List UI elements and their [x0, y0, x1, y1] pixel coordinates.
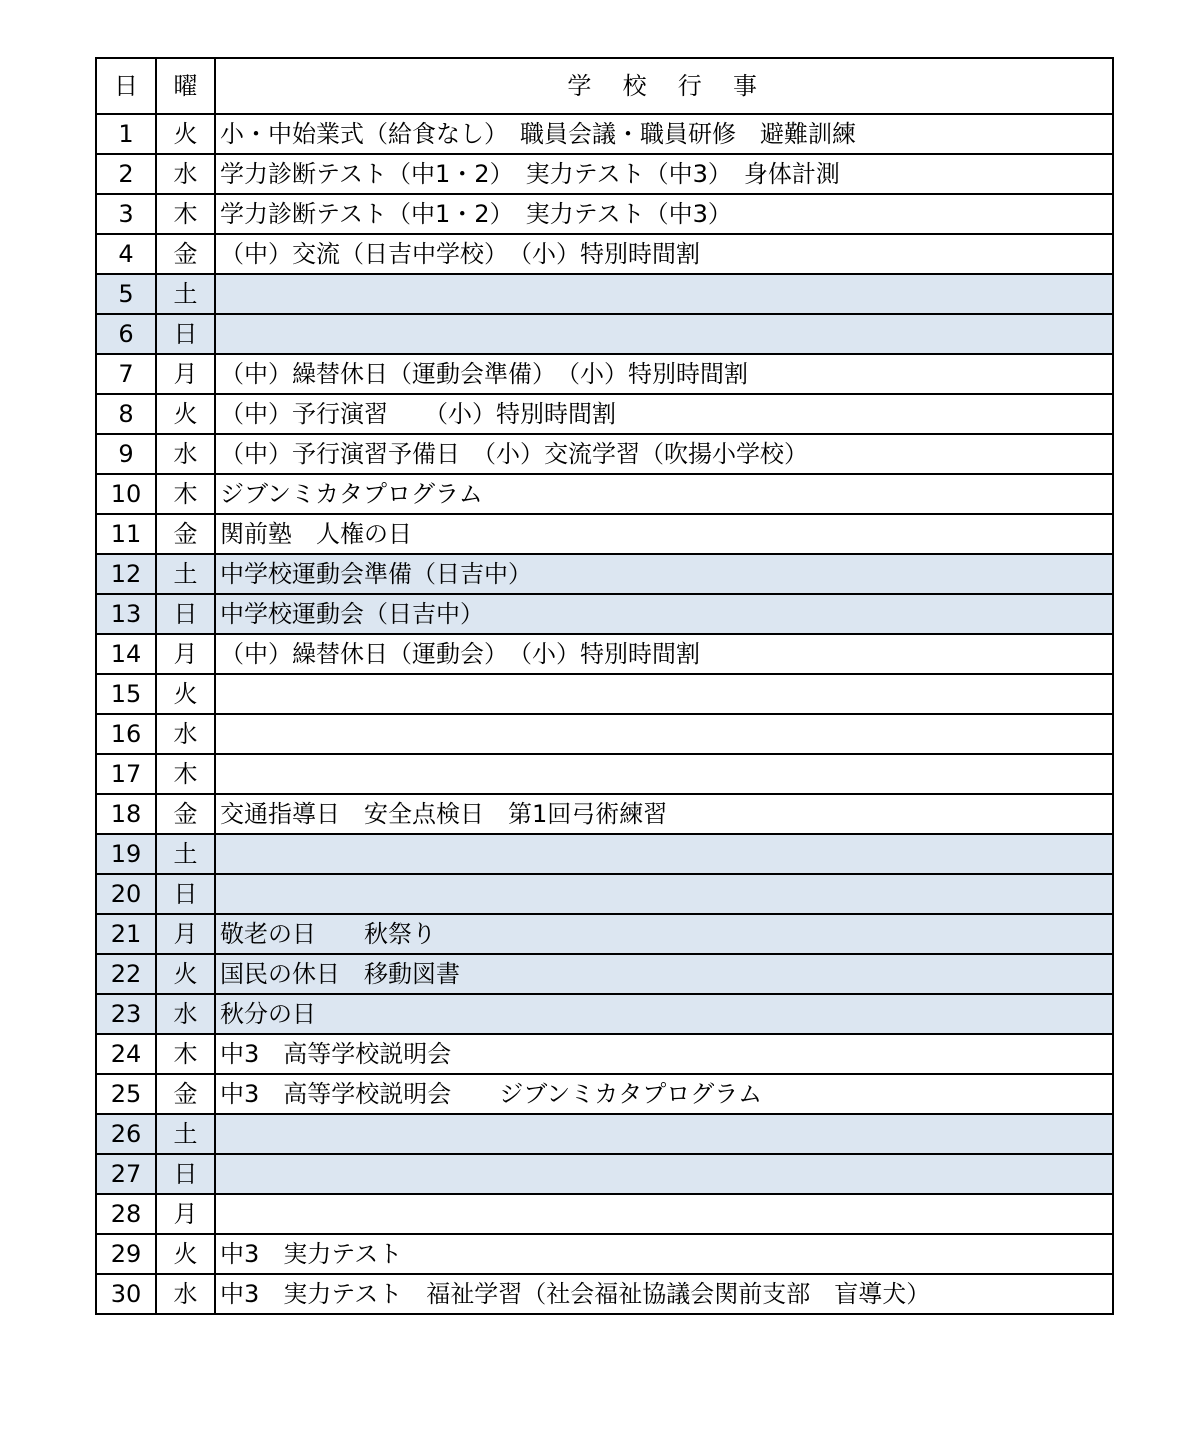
table-row: [96, 634, 1113, 674]
day-cell: 2: [96, 154, 156, 194]
day-cell: 4: [96, 234, 156, 274]
day-cell: 21: [96, 914, 156, 954]
weekday-cell: 火: [156, 954, 215, 994]
weekday-cell: 土: [156, 554, 215, 594]
day-cell: 10: [96, 474, 156, 514]
day-cell: 1: [96, 114, 156, 154]
events-cell: 中3 高等学校説明会 ジブンミカタプログラム: [215, 1074, 1113, 1114]
events-cell: [215, 754, 1113, 794]
table-row: [96, 714, 1113, 754]
table-row: [96, 1114, 1113, 1154]
weekday-cell: 木: [156, 474, 215, 514]
day-cell: 3: [96, 194, 156, 234]
header-weekday: 曜: [156, 58, 215, 114]
header-day: 日: [96, 58, 156, 114]
school-events-table: [95, 57, 1114, 1315]
events-cell: 交通指導日 安全点検日 第1回弓術練習: [215, 794, 1113, 834]
events-cell: （中）交流（日吉中学校） （小）特別時間割: [215, 234, 1113, 274]
events-cell: [215, 834, 1113, 874]
weekday-cell: 火: [156, 114, 215, 154]
events-cell: 中学校運動会（日吉中）: [215, 594, 1113, 634]
events-cell: 小・中始業式（給食なし） 職員会議・職員研修 避難訓練: [215, 114, 1113, 154]
table-row: [96, 874, 1113, 914]
day-cell: 26: [96, 1114, 156, 1154]
day-cell: 28: [96, 1194, 156, 1234]
day-cell: 24: [96, 1034, 156, 1074]
weekday-cell: 火: [156, 394, 215, 434]
events-cell: [215, 1154, 1113, 1194]
weekday-cell: 土: [156, 274, 215, 314]
header-events-label: 学 校 行 事: [567, 72, 761, 100]
table-row: [96, 1274, 1113, 1314]
weekday-cell: 金: [156, 794, 215, 834]
table-row: [96, 234, 1113, 274]
table-row: [96, 554, 1113, 594]
events-cell: [215, 874, 1113, 914]
weekday-cell: 水: [156, 154, 215, 194]
table-row: [96, 194, 1113, 234]
events-cell: 敬老の日 秋祭り: [215, 914, 1113, 954]
weekday-cell: 水: [156, 714, 215, 754]
events-cell: ジブンミカタプログラム: [215, 474, 1113, 514]
weekday-cell: 日: [156, 594, 215, 634]
table-row: [96, 274, 1113, 314]
table-row: [96, 594, 1113, 634]
day-cell: 20: [96, 874, 156, 914]
day-cell: 5: [96, 274, 156, 314]
weekday-cell: 水: [156, 1274, 215, 1314]
events-cell: 秋分の日: [215, 994, 1113, 1034]
table-row: [96, 994, 1113, 1034]
table-row: [96, 1194, 1113, 1234]
weekday-cell: 日: [156, 874, 215, 914]
weekday-cell: 火: [156, 674, 215, 714]
day-cell: 15: [96, 674, 156, 714]
table-header: [96, 58, 1113, 114]
header-events: [215, 58, 1113, 114]
events-cell: （中）繰替休日（運動会） （小）特別時間割: [215, 634, 1113, 674]
table-row: [96, 1074, 1113, 1114]
events-cell: [215, 314, 1113, 354]
day-cell: 12: [96, 554, 156, 594]
weekday-cell: 月: [156, 914, 215, 954]
weekday-cell: 金: [156, 514, 215, 554]
events-cell: 国民の休日 移動図書: [215, 954, 1113, 994]
day-cell: 30: [96, 1274, 156, 1314]
table-row: [96, 394, 1113, 434]
weekday-cell: 水: [156, 434, 215, 474]
events-cell: 関前塾 人権の日: [215, 514, 1113, 554]
day-cell: 19: [96, 834, 156, 874]
events-cell: [215, 274, 1113, 314]
table-row: [96, 514, 1113, 554]
events-cell: 学力診断テスト（中1・2） 実力テスト（中3） 身体計測: [215, 154, 1113, 194]
weekday-cell: 月: [156, 1194, 215, 1234]
events-cell: 中3 実力テスト 福祉学習（社会福祉協議会関前支部 盲導犬）: [215, 1274, 1113, 1314]
header-row: [96, 58, 1113, 114]
day-cell: 27: [96, 1154, 156, 1194]
events-cell: [215, 1114, 1113, 1154]
events-cell: 学力診断テスト（中1・2） 実力テスト（中3）: [215, 194, 1113, 234]
table-row: [96, 1154, 1113, 1194]
weekday-cell: 日: [156, 1154, 215, 1194]
weekday-cell: 日: [156, 314, 215, 354]
weekday-cell: 金: [156, 234, 215, 274]
weekday-cell: 金: [156, 1074, 215, 1114]
table-row: [96, 474, 1113, 514]
events-cell: 中3 実力テスト: [215, 1234, 1113, 1274]
events-cell: 中3 高等学校説明会: [215, 1034, 1113, 1074]
table-row: [96, 914, 1113, 954]
events-cell: [215, 1194, 1113, 1234]
weekday-cell: 土: [156, 834, 215, 874]
table-row: [96, 434, 1113, 474]
weekday-cell: 木: [156, 754, 215, 794]
table-row: [96, 1234, 1113, 1274]
day-cell: 25: [96, 1074, 156, 1114]
table-row: [96, 954, 1113, 994]
events-cell: （中）予行演習 （小）特別時間割: [215, 394, 1113, 434]
events-cell: （中）繰替休日（運動会準備） （小）特別時間割: [215, 354, 1113, 394]
events-cell: （中）予行演習予備日 （小）交流学習（吹揚小学校）: [215, 434, 1113, 474]
weekday-cell: 木: [156, 194, 215, 234]
table-row: [96, 1034, 1113, 1074]
weekday-cell: 火: [156, 1234, 215, 1274]
day-cell: 22: [96, 954, 156, 994]
events-cell: [215, 714, 1113, 754]
weekday-cell: 土: [156, 1114, 215, 1154]
day-cell: 23: [96, 994, 156, 1034]
day-cell: 16: [96, 714, 156, 754]
table-row: [96, 674, 1113, 714]
day-cell: 6: [96, 314, 156, 354]
table-row: [96, 354, 1113, 394]
weekday-cell: 木: [156, 1034, 215, 1074]
day-cell: 11: [96, 514, 156, 554]
table-row: [96, 834, 1113, 874]
weekday-cell: 月: [156, 634, 215, 674]
day-cell: 14: [96, 634, 156, 674]
table-row: [96, 754, 1113, 794]
day-cell: 17: [96, 754, 156, 794]
table-row: [96, 794, 1113, 834]
table-row: [96, 114, 1113, 154]
day-cell: 9: [96, 434, 156, 474]
day-cell: 18: [96, 794, 156, 834]
day-cell: 29: [96, 1234, 156, 1274]
table-row: [96, 154, 1113, 194]
weekday-cell: 月: [156, 354, 215, 394]
events-cell: [215, 674, 1113, 714]
weekday-cell: 水: [156, 994, 215, 1034]
day-cell: 13: [96, 594, 156, 634]
table-body: [96, 114, 1113, 1314]
events-cell: 中学校運動会準備（日吉中）: [215, 554, 1113, 594]
day-cell: 7: [96, 354, 156, 394]
table-row: [96, 314, 1113, 354]
day-cell: 8: [96, 394, 156, 434]
